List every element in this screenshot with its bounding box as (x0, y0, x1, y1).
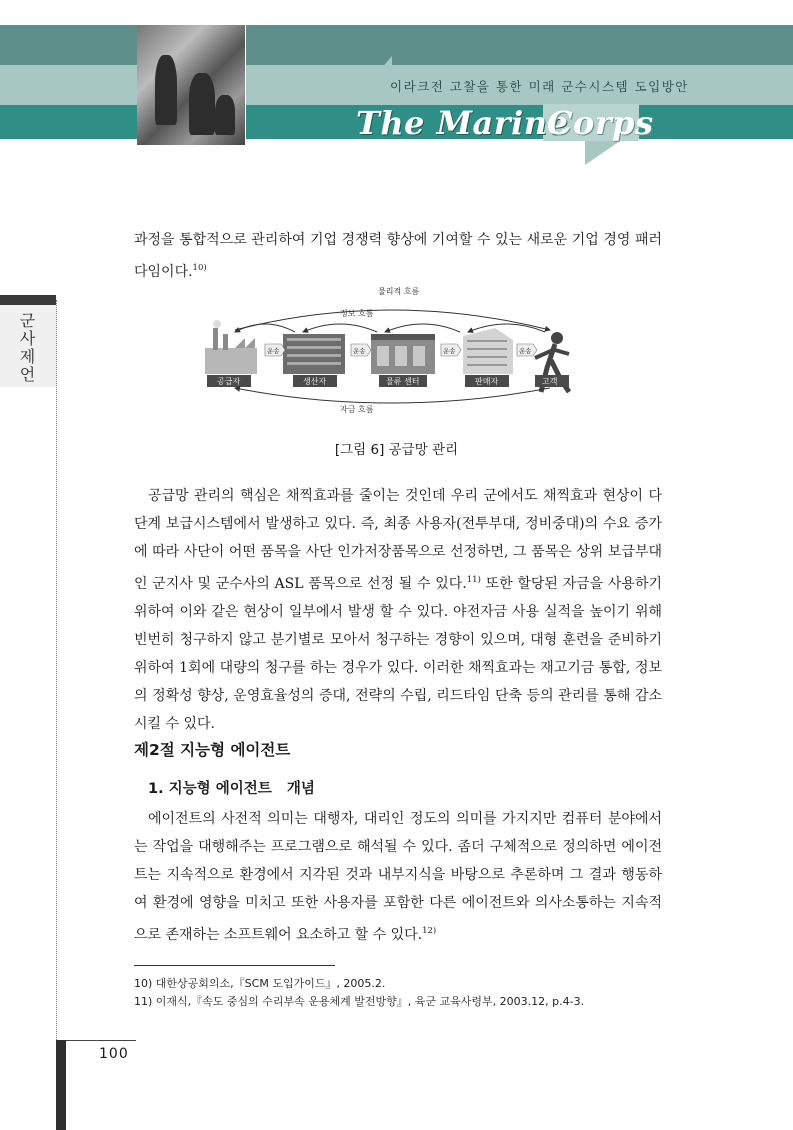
header-title: The Marine (356, 104, 569, 142)
figure-caption: [그림 6] 공급망 관리 (334, 442, 459, 458)
svg-text:운송: 운송 (267, 347, 280, 355)
info-flow-arrow-2 (303, 324, 377, 332)
footnote-11: 11) 이재식,『속도 중심의 수리부속 운용체계 발전방향』, 육군 교육사령부, 2003.12, p.4-3. (134, 995, 585, 1008)
footnote-ref-11: 11) (466, 575, 481, 585)
supply-chain-diagram (195, 280, 595, 420)
page-number: 100 (99, 1046, 129, 1062)
transport-arrow-3 (441, 344, 461, 356)
funds-flow-label: 자금 흐름 (340, 405, 374, 414)
page-number-rule (66, 1040, 136, 1041)
node-label-distribution: 물류 센터 (386, 377, 420, 386)
transport-arrow-2 (351, 344, 371, 356)
section-heading: 제2절 지능형 에이전트 (134, 741, 291, 759)
paragraph-bullwhip: 공급망 관리의 핵심은 채찍효과를 줄이는 것인데 우리 군에서도 채찍효과 현상이 다단계 보급시스템에서 발생하고 있다. 즉, 최종 사용자(전투부대, 정비중대)의 수요 증가에 따라 사단이 어떤 품목을 사단 인가저장품목으로 선정하면, 그 품목은 상위 보급부대인 군지사 및 군수사의 ASL 품목으로 선정 될 수 있다.$^{11)}$ 또한 할당된 자금을 사용하기 위하여 이와 같은 현상이 일부에서 발생 할 수 있다. 야전자금 사용 실적을 높이기 위해 빈번히 청구하지 않고 분기별로 모아서 청구하는 경향이 있으며, 대형 훈련을 준비하기 위하여 1회에 대량의 청구를 하는 경우가 있다. 이러한 채찍효과는 재고기금 통합, 정보의 정확성 향상, 운영효율성의 증대, 전략의 수립, 리드타임 단축 등의 관리를 통해 감소시킬 수 있다. (134, 488, 662, 732)
side-dotted-rule (56, 300, 57, 1040)
side-tab-label: 군사제언 (17, 312, 36, 384)
producer-building-image (283, 334, 345, 374)
node-label-producer: 생산자 (303, 377, 327, 386)
distribution-center-image (371, 334, 435, 374)
funds-flow-arrow (235, 388, 550, 403)
page-number-bar (56, 1040, 66, 1130)
header-tab-shape (350, 56, 392, 105)
svg-text:운송: 운송 (443, 347, 456, 355)
paragraph-agent-definition: 에이전트의 사전적 의미는 대행자, 대리인 정도의 의미를 가지지만 컴퓨터 분야에서는 작업을 대행해주는 프로그램으로 해석될 수 있다. 좀더 구체적으로 정의하면 에이전트는 지속적으로 환경에서 지각된 것과 내부지식을 바탕으로 추론하며 그 결과 행동하여 환경에 영향을 미치고 또한 사용자를 포함한 다른 에이전트와 의사소통하는 지속적으로 존재하는 소프트웨어 요소하고 할 수 있다.$^{12)}$ (134, 811, 662, 943)
footnote-ref-10: 10) (192, 263, 207, 273)
node-label-supplier: 공급자 (217, 377, 241, 386)
transport-arrow-1 (265, 344, 285, 356)
paragraph-intro: 과정을 통합적으로 관리하여 기업 경쟁력 향상에 기여할 수 있는 새로운 기업 경영 패러다임이다.$^{10)}$ (134, 232, 662, 280)
node-label-customer: 고객 (542, 377, 558, 386)
header-soldiers-photo (137, 25, 246, 145)
transport-arrow-4 (517, 344, 537, 356)
subsection-heading: 1. 지능형 에이전트 개념 (148, 781, 315, 797)
physical-flow-label: 물리적 흐름 (378, 287, 420, 296)
side-tab-bar (0, 295, 56, 305)
header-band-top (0, 25, 793, 65)
info-flow-arrow-3 (385, 324, 460, 332)
footnote-rule (134, 965, 335, 966)
supplier-factory-image (205, 320, 257, 374)
info-flow-arrow-1 (235, 324, 295, 332)
header-title-highlight: Corps (547, 104, 654, 142)
info-flow-arrow-4 (468, 324, 545, 332)
header-wedge-shape (585, 139, 623, 165)
node-label-retailer: 판매자 (475, 377, 499, 386)
info-flow-label: 정보 흐름 (340, 309, 374, 318)
svg-text:운송: 운송 (519, 347, 532, 355)
svg-text:운송: 운송 (353, 347, 366, 355)
footnote-ref-12: 12) (422, 926, 437, 936)
footnote-10: 10) 대한상공회의소,『SCM 도입가이드』, 2005.2. (134, 977, 386, 990)
header-subtitle: 이라크전 고찰을 통한 미래 군수시스템 도입방안 (390, 79, 689, 94)
retailer-building-image (463, 328, 513, 374)
